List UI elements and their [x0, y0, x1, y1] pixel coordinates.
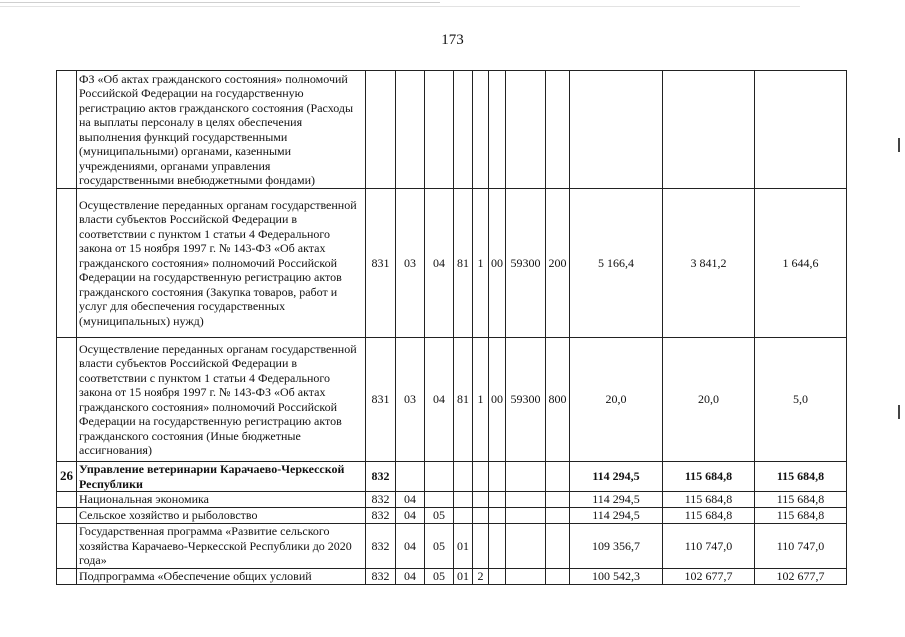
amount-year1: 114 294,5: [570, 462, 663, 492]
target-code-part2: 2: [473, 569, 489, 585]
amount-year3: 115 684,8: [755, 508, 847, 524]
section-code: [396, 462, 425, 492]
section-code: 04: [396, 569, 425, 585]
page-number: 173: [441, 32, 464, 48]
table-row: [57, 492, 847, 508]
subsection-code: 04: [425, 189, 454, 338]
row-name: Осуществление переданных органам государственной власти субъектов Российской Федерации в соответствии с пунктом 1 статьи 4 Федерального закона от 15 ноября 1997 г. № 143-ФЗ «Об актах гражданского состояния» полномочий Российской Федерации на государственную регистрацию актов гражданского состояния (Иные бюджетные ассигнования): [77, 338, 366, 462]
target-code-part4: 59300: [506, 338, 546, 462]
row-number: [57, 189, 77, 338]
amount-year2: 110 747,0: [663, 524, 755, 569]
target-code-part1: [454, 462, 473, 492]
table-row: [57, 462, 847, 492]
row-name: Государственная программа «Развитие сельского хозяйства Карачаево-Черкесской Республики до 2020 года»: [77, 524, 366, 569]
target-code-part1: [454, 71, 473, 189]
subsection-code: [425, 492, 454, 508]
scan-edge-line: [0, 2, 440, 3]
amount-year2: 115 684,8: [663, 462, 755, 492]
target-code-part3: 00: [489, 189, 506, 338]
target-code-part1: 01: [454, 524, 473, 569]
table-row: [57, 189, 847, 338]
target-code-part4: [506, 462, 546, 492]
section-code: 03: [396, 338, 425, 462]
section-code: 04: [396, 492, 425, 508]
expense-type-code: [546, 71, 570, 189]
amount-year2: 115 684,8: [663, 492, 755, 508]
amount-year2: 102 677,7: [663, 569, 755, 585]
amount-year1: 114 294,5: [570, 492, 663, 508]
subsection-code: 04: [425, 338, 454, 462]
amount-year3: 110 747,0: [755, 524, 847, 569]
grbs-code: 831: [366, 189, 396, 338]
target-code-part3: [489, 492, 506, 508]
table-row: [57, 71, 847, 189]
table-row: [57, 524, 847, 569]
row-number: 26: [57, 462, 77, 492]
expense-type-code: [546, 524, 570, 569]
target-code-part1: [454, 508, 473, 524]
row-name: Подпрограмма «Обеспечение общих условий: [77, 569, 366, 585]
target-code-part4: [506, 524, 546, 569]
target-code-part4: [506, 71, 546, 189]
row-number: [57, 524, 77, 569]
grbs-code: 832: [366, 524, 396, 569]
grbs-code: 832: [366, 492, 396, 508]
table-row: [57, 569, 847, 585]
row-number: [57, 569, 77, 585]
target-code-part4: [506, 569, 546, 585]
amount-year3: 5,0: [755, 338, 847, 462]
expense-type-code: 800: [546, 338, 570, 462]
target-code-part1: 01: [454, 569, 473, 585]
amount-year3: 115 684,8: [755, 462, 847, 492]
target-code-part2: [473, 71, 489, 189]
amount-year1: [570, 71, 663, 189]
row-name: Национальная экономика: [77, 492, 366, 508]
subsection-code: 05: [425, 508, 454, 524]
target-code-part3: [489, 569, 506, 585]
amount-year1: 114 294,5: [570, 508, 663, 524]
row-number: [57, 71, 77, 189]
row-number: [57, 492, 77, 508]
grbs-code: 832: [366, 462, 396, 492]
table-body: [57, 71, 847, 585]
grbs-code: 831: [366, 338, 396, 462]
subsection-code: [425, 462, 454, 492]
scan-margin-mark: [898, 138, 900, 152]
target-code-part2: [473, 524, 489, 569]
amount-year3: 1 644,6: [755, 189, 847, 338]
target-code-part3: [489, 524, 506, 569]
row-number: [57, 508, 77, 524]
target-code-part3: 00: [489, 338, 506, 462]
scan-margin-mark: [898, 405, 900, 419]
row-number: [57, 338, 77, 462]
amount-year1: 100 542,3: [570, 569, 663, 585]
target-code-part1: [454, 492, 473, 508]
section-code: 04: [396, 524, 425, 569]
row-name: Сельское хозяйство и рыболовство: [77, 508, 366, 524]
target-code-part3: [489, 71, 506, 189]
target-code-part4: [506, 508, 546, 524]
target-code-part4: [506, 492, 546, 508]
expense-type-code: [546, 462, 570, 492]
target-code-part2: [473, 462, 489, 492]
grbs-code: [366, 71, 396, 189]
target-code-part3: [489, 462, 506, 492]
grbs-code: 832: [366, 508, 396, 524]
amount-year2: 115 684,8: [663, 508, 755, 524]
section-code: 03: [396, 189, 425, 338]
amount-year3: 102 677,7: [755, 569, 847, 585]
amount-year1: 5 166,4: [570, 189, 663, 338]
amount-year1: 109 356,7: [570, 524, 663, 569]
table-row: [57, 338, 847, 462]
target-code-part2: [473, 508, 489, 524]
table-row: [57, 508, 847, 524]
grbs-code: 832: [366, 569, 396, 585]
section-code: 04: [396, 508, 425, 524]
target-code-part2: [473, 492, 489, 508]
target-code-part3: [489, 508, 506, 524]
subsection-code: 05: [425, 524, 454, 569]
amount-year2: 20,0: [663, 338, 755, 462]
target-code-part2: 1: [473, 338, 489, 462]
section-code: [396, 71, 425, 189]
amount-year3: 115 684,8: [755, 492, 847, 508]
target-code-part1: 81: [454, 189, 473, 338]
amount-year2: 3 841,2: [663, 189, 755, 338]
subsection-code: 05: [425, 569, 454, 585]
expense-type-code: 200: [546, 189, 570, 338]
row-name: Осуществление переданных органам государственной власти субъектов Российской Федерации в соответствии с пунктом 1 статьи 4 Федерального закона от 15 ноября 1997 г. № 143-ФЗ «Об актах гражданского состояния» полномочий Российской Федерации на государственную регистрацию актов гражданского состояния (Закупка товаров, работ и услуг для обеспечения государственных (муниципальных) нужд): [77, 189, 366, 338]
scan-edge-line-secondary: [0, 6, 800, 7]
expense-type-code: [546, 569, 570, 585]
amount-year3: [755, 71, 847, 189]
amount-year1: 20,0: [570, 338, 663, 462]
target-code-part4: 59300: [506, 189, 546, 338]
target-code-part2: 1: [473, 189, 489, 338]
expense-type-code: [546, 508, 570, 524]
row-name: Управление ветеринарии Карачаево-Черкесской Республики: [77, 462, 366, 492]
amount-year2: [663, 71, 755, 189]
row-name: ФЗ «Об актах гражданского состояния» полномочий Российской Федерации на государственную регистрацию актов гражданского состояния (Расходы на выплаты персоналу в целях обеспечения выполнения функций государственными (муниципальными) органами, казенными учреждениями, органами управления государственными внебюджетными фондами): [77, 71, 366, 189]
target-code-part1: 81: [454, 338, 473, 462]
budget-table: [56, 70, 847, 585]
expense-type-code: [546, 492, 570, 508]
subsection-code: [425, 71, 454, 189]
